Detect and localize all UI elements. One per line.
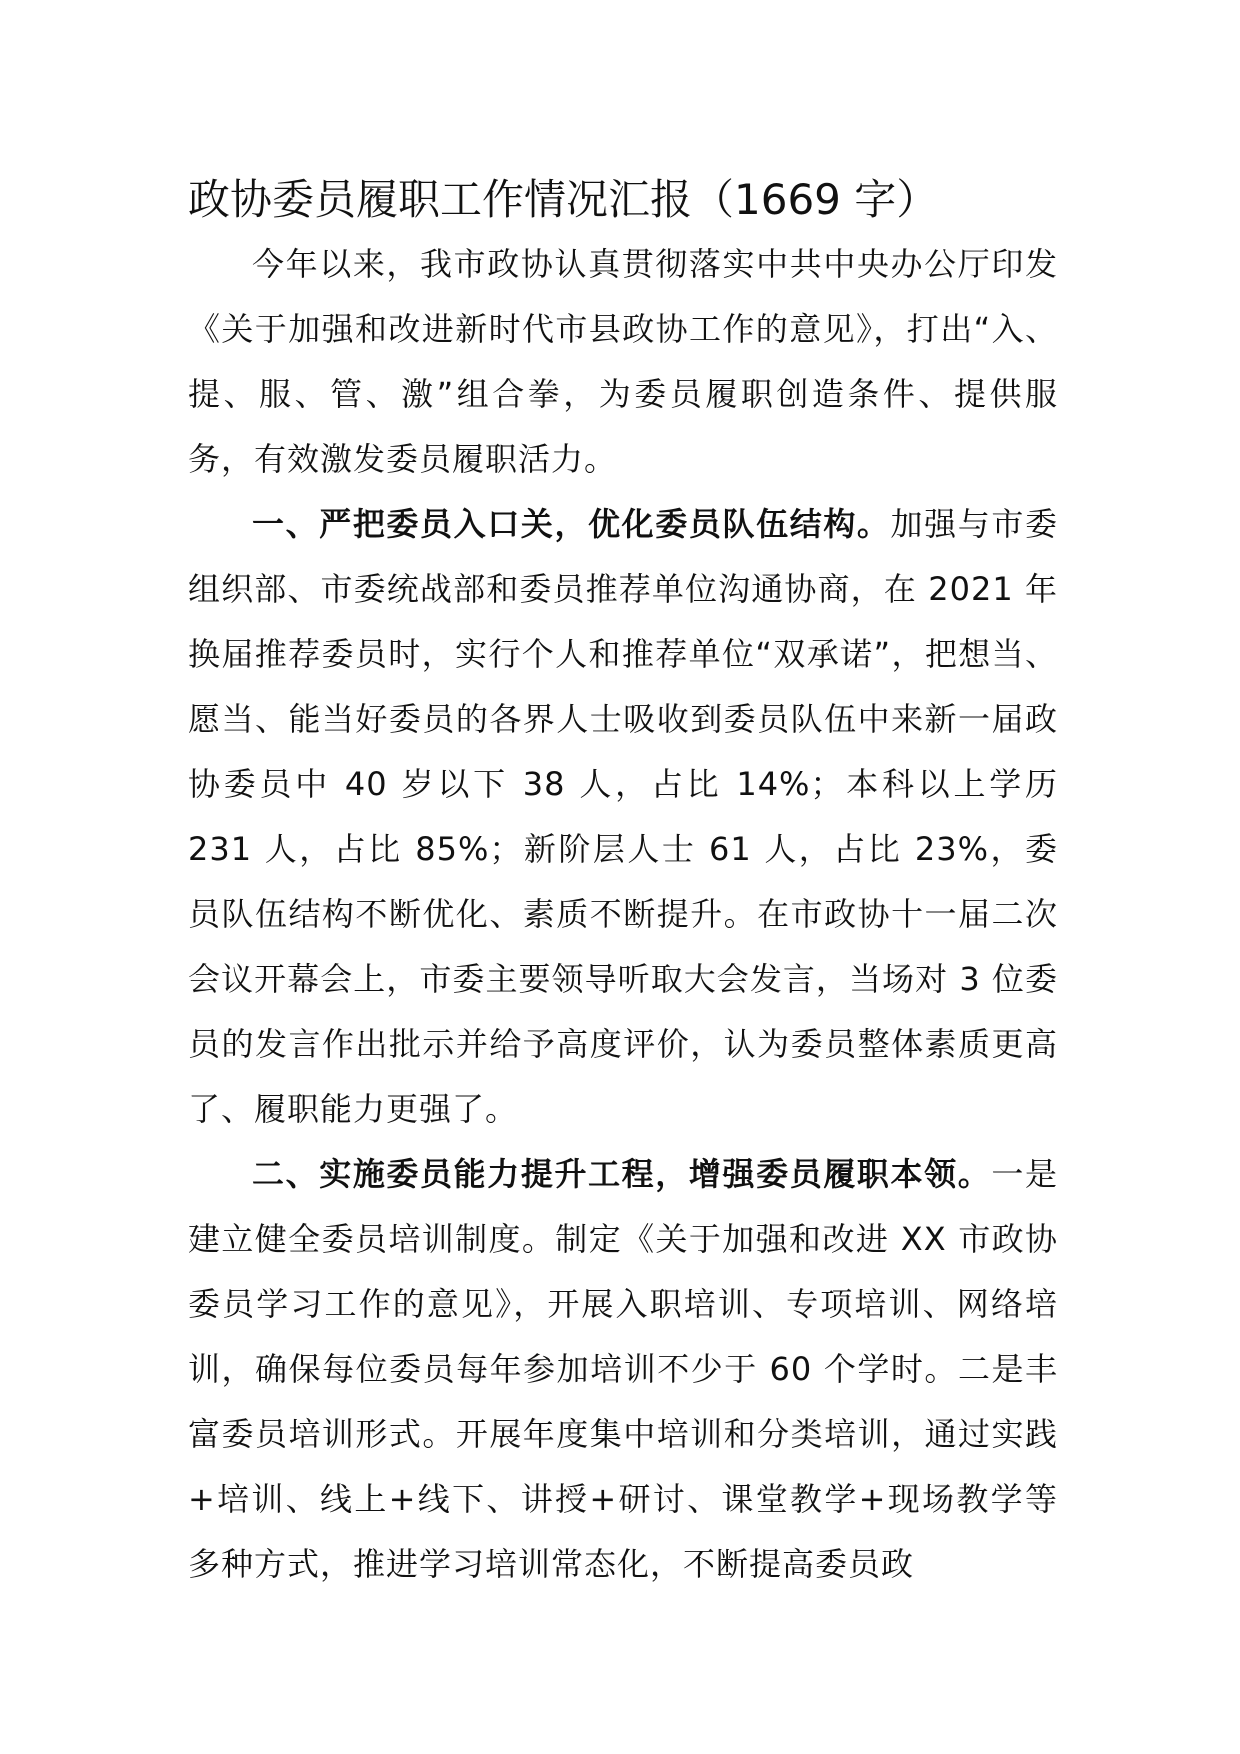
paragraph-text: 加强与市委组织部、市委统战部和委员推荐单位沟通协商，在 2021 年换届推荐委员时，实行个人和推荐单位“双承诺”，把想当、愿当、能当好委员的各界人士吸收到委员队伍中来新一届政协委员中 40 岁以下 38 人，占比 14%；本科以上学历 231 人，占比 85%；新阶层人士 61 人，占比 23%，委员队伍结构不断优化、素质不断提升。在市政协十一届二次会议开幕会上，市委主要领导听取大会发言，当场对 3 位委员的发言作出批示并给予高度评价，认为委员整体素质更高了、履职能力更强了。: [188, 505, 1058, 1128]
paragraph-section-2: [188, 1142, 1058, 1597]
paragraph-lead: 二、实施委员能力提升工程，增强委员履职本领。: [252, 1155, 992, 1193]
paragraph-text: 一是建立健全委员培训制度。制定《关于加强和改进 XX 市政协委员学习工作的意见》，开展入职培训、专项培训、网络培训，确保每位委员每年参加培训不少于 60 个学时。二是丰富委员培训形式。开展年度集中培训和分类培训，通过实践+培训、线上+线下、讲授+研讨、课堂教学+现场教学等多种方式，推进学习培训常态化，不断提高委员政: [188, 1155, 1058, 1583]
paragraph-lead: 一、严把委员入口关，优化委员队伍结构。: [252, 505, 891, 543]
document-page: [188, 168, 1058, 1597]
paragraph-text: 今年以来，我市政协认真贯彻落实中共中央办公厅印发《关于加强和改进新时代市县政协工作的意见》，打出“入、提、服、管、激”组合拳，为委员履职创造条件、提供服务，有效激发委员履职活力。: [188, 245, 1058, 478]
paragraph-intro: [188, 232, 1058, 492]
document-title: 政协委员履职工作情况汇报（1669 字）: [188, 175, 939, 224]
paragraph-section-1: [188, 492, 1058, 1142]
